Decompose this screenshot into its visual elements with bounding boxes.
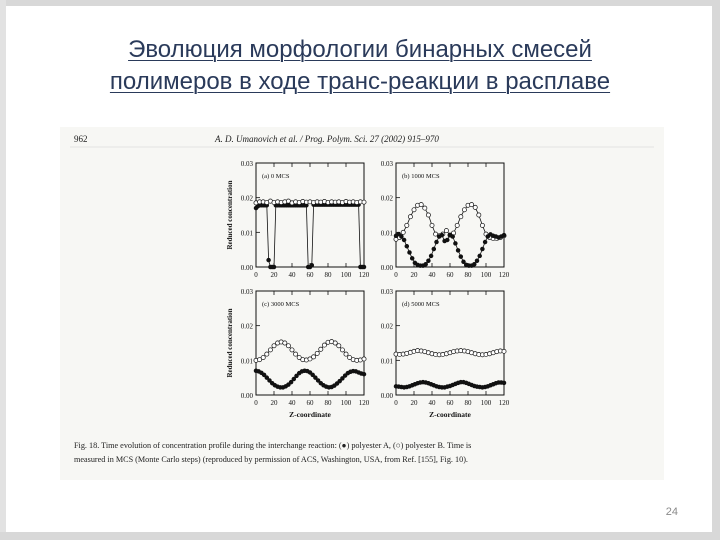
data-point-filled xyxy=(445,238,449,242)
data-point-open xyxy=(444,229,448,233)
data-point-open xyxy=(322,343,326,347)
chart-panel-1 xyxy=(226,160,370,279)
figure-caption-line-1: Fig. 18. Time evolution of concentration profile during the interchange reaction: (●) polyester A, (○) polyester B. Time is xyxy=(74,441,472,450)
data-point-filled xyxy=(502,233,506,237)
panel-label: (b) 1000 MCS xyxy=(402,173,440,180)
x-tick-label: 120 xyxy=(498,399,510,407)
x-tick-label: 80 xyxy=(464,271,472,279)
data-point-filled xyxy=(362,265,366,269)
x-tick-label: 80 xyxy=(324,271,332,279)
data-point-filled xyxy=(408,251,412,255)
x-tick-label: 40 xyxy=(288,271,296,279)
data-point-filled xyxy=(362,372,366,376)
data-point-filled xyxy=(432,247,436,251)
x-tick-label: 60 xyxy=(306,399,314,407)
x-tick-label: 0 xyxy=(254,271,258,279)
data-point-filled xyxy=(478,254,482,258)
data-point-filled xyxy=(440,233,444,237)
figure-image xyxy=(60,127,664,480)
x-tick-label: 60 xyxy=(446,271,454,279)
data-point-filled xyxy=(405,244,409,248)
data-point-open xyxy=(265,352,269,356)
slide-title-line-2: полимеров в ходе транс-реакции в расплаве xyxy=(109,68,611,95)
x-axis-label: Z-coordinate xyxy=(429,410,471,419)
slide-border-bottom xyxy=(0,532,720,540)
data-point-filled xyxy=(427,259,431,263)
y-tick-label: 0.00 xyxy=(240,392,253,400)
data-point-filled xyxy=(454,242,458,246)
panel-label: (d) 5000 MCS xyxy=(402,301,440,308)
y-tick-label: 0.01 xyxy=(240,229,253,238)
figure-caption-line-2: measured in MCS (Monte Carlo steps) (reproduced by permission of ACS, Washington, USA, from Ref. [155], Fig. 10). xyxy=(74,455,468,464)
y-tick-label: 0.03 xyxy=(240,160,253,168)
data-point-open xyxy=(312,355,316,359)
page-number: 24 xyxy=(665,506,678,518)
data-point-filled xyxy=(400,235,404,239)
chart-panel-4 xyxy=(381,288,510,419)
data-point-open xyxy=(502,349,506,353)
y-tick-label: 0.02 xyxy=(380,194,393,203)
data-point-filled xyxy=(272,265,276,269)
data-point-open xyxy=(408,215,412,219)
y-tick-label: 0.00 xyxy=(240,264,253,272)
data-point-open xyxy=(337,344,341,348)
data-point-filled xyxy=(472,262,476,266)
x-tick-label: 60 xyxy=(306,271,314,279)
panel-label: (a) 0 MCS xyxy=(262,173,290,180)
y-tick-label: 0.02 xyxy=(380,322,393,331)
y-tick-label: 0.03 xyxy=(240,288,253,296)
data-point-open xyxy=(315,351,319,355)
data-point-open xyxy=(319,347,323,351)
y-tick-label: 0.02 xyxy=(240,322,253,331)
x-tick-label: 80 xyxy=(464,399,472,407)
x-tick-label: 60 xyxy=(446,399,454,407)
figure-page-number: 962 xyxy=(74,134,88,144)
data-point-open xyxy=(455,223,459,227)
y-tick-label: 0.03 xyxy=(380,160,393,168)
figure-svg xyxy=(60,127,664,480)
data-point-filled xyxy=(402,238,406,242)
y-tick-label: 0.01 xyxy=(380,357,393,366)
x-tick-label: 0 xyxy=(394,271,398,279)
series-line xyxy=(256,205,364,267)
x-tick-label: 20 xyxy=(410,271,418,279)
data-point-filled xyxy=(289,380,293,384)
data-point-open xyxy=(459,215,463,219)
x-tick-label: 100 xyxy=(340,399,352,407)
y-tick-label: 0.01 xyxy=(380,229,393,238)
data-point-open xyxy=(419,203,423,207)
data-point-filled xyxy=(462,260,466,264)
y-tick-label: 0.00 xyxy=(380,264,393,272)
figure-citation: A. D. Umanovich et al. / Prog. Polym. Sci. 27 (2002) 915–970 xyxy=(215,134,439,144)
x-tick-label: 120 xyxy=(358,271,370,279)
data-point-open xyxy=(480,223,484,227)
data-point-open xyxy=(362,357,366,361)
y-tick-label: 0.02 xyxy=(240,194,253,203)
x-tick-label: 40 xyxy=(428,399,436,407)
chart-panel-3 xyxy=(226,288,370,419)
data-point-open xyxy=(333,341,337,345)
data-point-open xyxy=(423,206,427,210)
data-point-open xyxy=(477,213,481,217)
data-point-filled xyxy=(310,263,314,267)
x-tick-label: 100 xyxy=(480,271,492,279)
slide-border-top xyxy=(0,0,720,6)
data-point-open xyxy=(261,355,265,359)
x-tick-label: 0 xyxy=(254,399,258,407)
x-tick-label: 100 xyxy=(480,399,492,407)
x-tick-label: 120 xyxy=(358,399,370,407)
data-point-open xyxy=(268,348,272,352)
data-point-open xyxy=(344,352,348,356)
x-tick-label: 20 xyxy=(410,399,418,407)
panel-label: (c) 3000 MCS xyxy=(262,301,300,308)
data-point-filled xyxy=(435,240,439,244)
x-tick-label: 80 xyxy=(324,399,332,407)
data-point-filled xyxy=(502,381,506,385)
data-point-filled xyxy=(483,240,487,244)
x-tick-label: 100 xyxy=(340,271,352,279)
data-point-open xyxy=(470,203,474,207)
data-point-open xyxy=(340,348,344,352)
y-tick-label: 0.03 xyxy=(380,288,393,296)
data-point-open xyxy=(412,208,416,212)
data-point-open xyxy=(405,223,409,227)
slide-border-right xyxy=(712,0,720,540)
data-point-filled xyxy=(459,255,463,259)
data-point-open xyxy=(272,344,276,348)
y-axis-label: Reduced concentration xyxy=(226,308,234,378)
data-point-filled xyxy=(456,248,460,252)
data-point-open xyxy=(286,344,290,348)
data-point-filled xyxy=(292,377,296,381)
data-point-open xyxy=(401,230,405,234)
x-axis-label: Z-coordinate xyxy=(289,410,331,419)
data-point-filled xyxy=(424,262,428,266)
x-tick-label: 0 xyxy=(394,399,398,407)
data-point-open xyxy=(430,223,434,227)
data-point-open xyxy=(473,205,477,209)
data-point-filled xyxy=(410,256,414,260)
y-axis-label: Reduced concentration xyxy=(226,180,234,250)
data-point-filled xyxy=(429,254,433,258)
slide-border-left xyxy=(0,0,6,540)
data-point-open xyxy=(462,208,466,212)
data-point-filled xyxy=(451,235,455,239)
x-tick-label: 40 xyxy=(428,271,436,279)
data-point-open xyxy=(426,213,430,217)
slide-title xyxy=(40,34,680,98)
slide-title-line-1: Эволюция морфологии бинарных смесей xyxy=(128,36,592,63)
data-point-open xyxy=(290,348,294,352)
x-tick-label: 120 xyxy=(498,271,510,279)
data-point-filled xyxy=(481,247,485,251)
data-point-open xyxy=(283,341,287,345)
data-point-filled xyxy=(475,259,479,263)
x-tick-label: 40 xyxy=(288,399,296,407)
chart-panel-2 xyxy=(381,160,510,279)
y-tick-label: 0.01 xyxy=(240,357,253,366)
panels-group xyxy=(226,160,510,419)
x-tick-label: 20 xyxy=(270,399,278,407)
data-point-open xyxy=(362,200,366,204)
data-point-filled xyxy=(267,258,271,262)
data-point-open xyxy=(294,352,298,356)
x-tick-label: 20 xyxy=(270,271,278,279)
y-tick-label: 0.00 xyxy=(380,392,393,400)
